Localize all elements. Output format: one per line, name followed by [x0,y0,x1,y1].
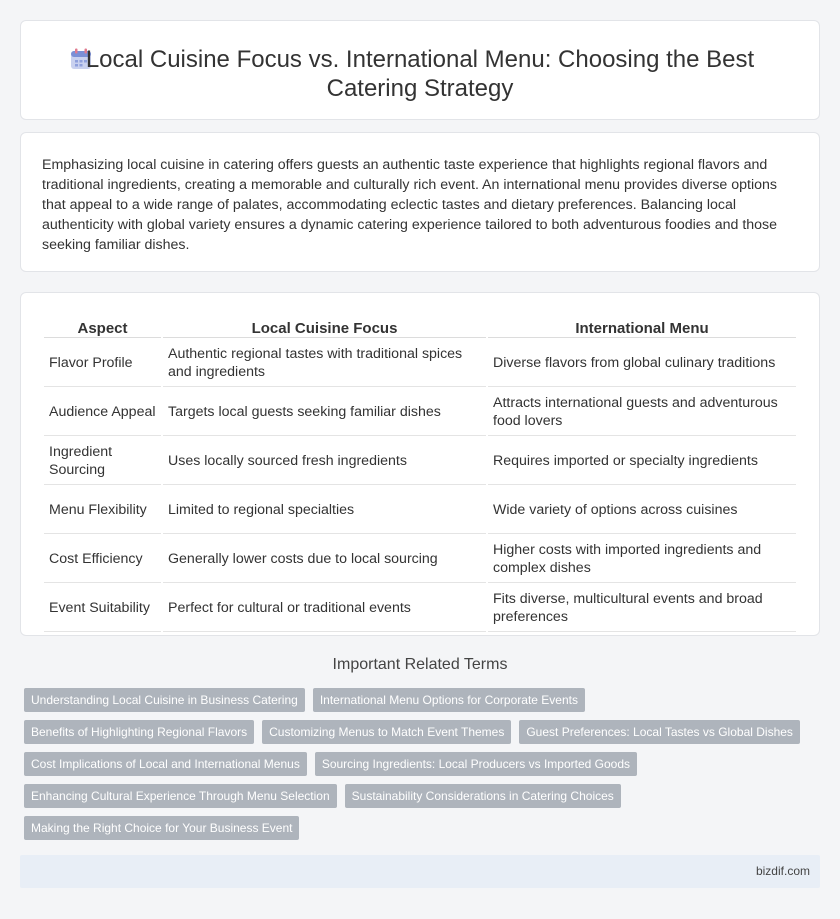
cell-local: Authentic regional tastes with traditional spices and ingredients [163,340,486,387]
cell-local: Generally lower costs due to local sourcing [163,536,486,583]
cell-local: Perfect for cultural or traditional events [163,585,486,632]
related-term-tag[interactable]: Cost Implications of Local and International Menus [24,752,307,776]
cell-local: Limited to regional specialties [163,487,486,534]
tag-row [24,784,814,808]
related-term-tag[interactable]: Guest Preferences: Local Tastes vs Global Dishes [519,720,800,744]
comparison-table [42,313,798,634]
cell-aspect: Audience Appeal [44,389,161,436]
tag-row [24,688,814,712]
header-aspect: Aspect [44,315,161,338]
related-term-tag[interactable]: Customizing Menus to Match Event Themes [262,720,511,744]
cell-international: Fits diverse, multicultural events and broad preferences [488,585,796,632]
cell-international: Attracts international guests and adventurous food lovers [488,389,796,436]
cell-aspect: Cost Efficiency [44,536,161,583]
footer [20,855,820,888]
table-row [44,536,796,583]
related-term-tag[interactable]: Understanding Local Cuisine in Business Catering [24,688,305,712]
table-row [44,389,796,436]
intro-card [20,132,820,272]
header-local: Local Cuisine Focus [163,315,486,338]
header-international: International Menu [488,315,796,338]
cell-aspect: Flavor Profile [44,340,161,387]
related-term-tag[interactable]: Sourcing Ingredients: Local Producers vs Imported Goods [315,752,637,776]
page-title: Local Cuisine Focus vs. International Menu: Choosing the Best Catering Strategy [85,46,755,102]
related-terms-title: Important Related Terms [332,656,508,673]
related-terms-list [24,688,814,848]
tag-row [24,752,814,776]
footer-site-link[interactable]: bizdif.com [755,864,810,878]
cell-local: Targets local guests seeking familiar dishes [163,389,486,436]
intro-paragraph: Emphasizing local cuisine in catering offers guests an authentic taste experience that highlights regional flavors and traditional ingredients, creating a memorable and culturally rich event. An international menu provides diverse options that appeal to a wide range of palates, accommodating eclectic tastes and dietary preferences. Balancing local authenticity with global variety ensures a dynamic catering experience tailored to both adventurous foodies and those seeking familiar dishes. [42,157,778,253]
cell-aspect: Ingredient Sourcing [44,438,161,485]
cell-international: Higher costs with imported ingredients and complex dishes [488,536,796,583]
related-term-tag[interactable]: Making the Right Choice for Your Business Event [24,816,299,840]
table-header-row [44,315,796,338]
cell-international: Diverse flavors from global culinary traditions [488,340,796,387]
tag-row [24,720,814,744]
table-row [44,438,796,485]
cell-international: Wide variety of options across cuisines [488,487,796,534]
related-term-tag[interactable]: International Menu Options for Corporate Events [313,688,585,712]
table-row [44,487,796,534]
table-row [44,585,796,632]
related-term-tag[interactable]: Sustainability Considerations in Catering Choices [345,784,621,808]
related-term-tag[interactable]: Enhancing Cultural Experience Through Menu Selection [24,784,337,808]
table-row [44,340,796,387]
title-card [20,20,820,120]
cell-local: Uses locally sourced fresh ingredients [163,438,486,485]
cell-aspect: Event Suitability [44,585,161,632]
cell-aspect: Menu Flexibility [44,487,161,534]
tag-row [24,816,814,840]
comparison-card [20,292,820,636]
related-term-tag[interactable]: Benefits of Highlighting Regional Flavors [24,720,254,744]
cell-international: Requires imported or specialty ingredients [488,438,796,485]
